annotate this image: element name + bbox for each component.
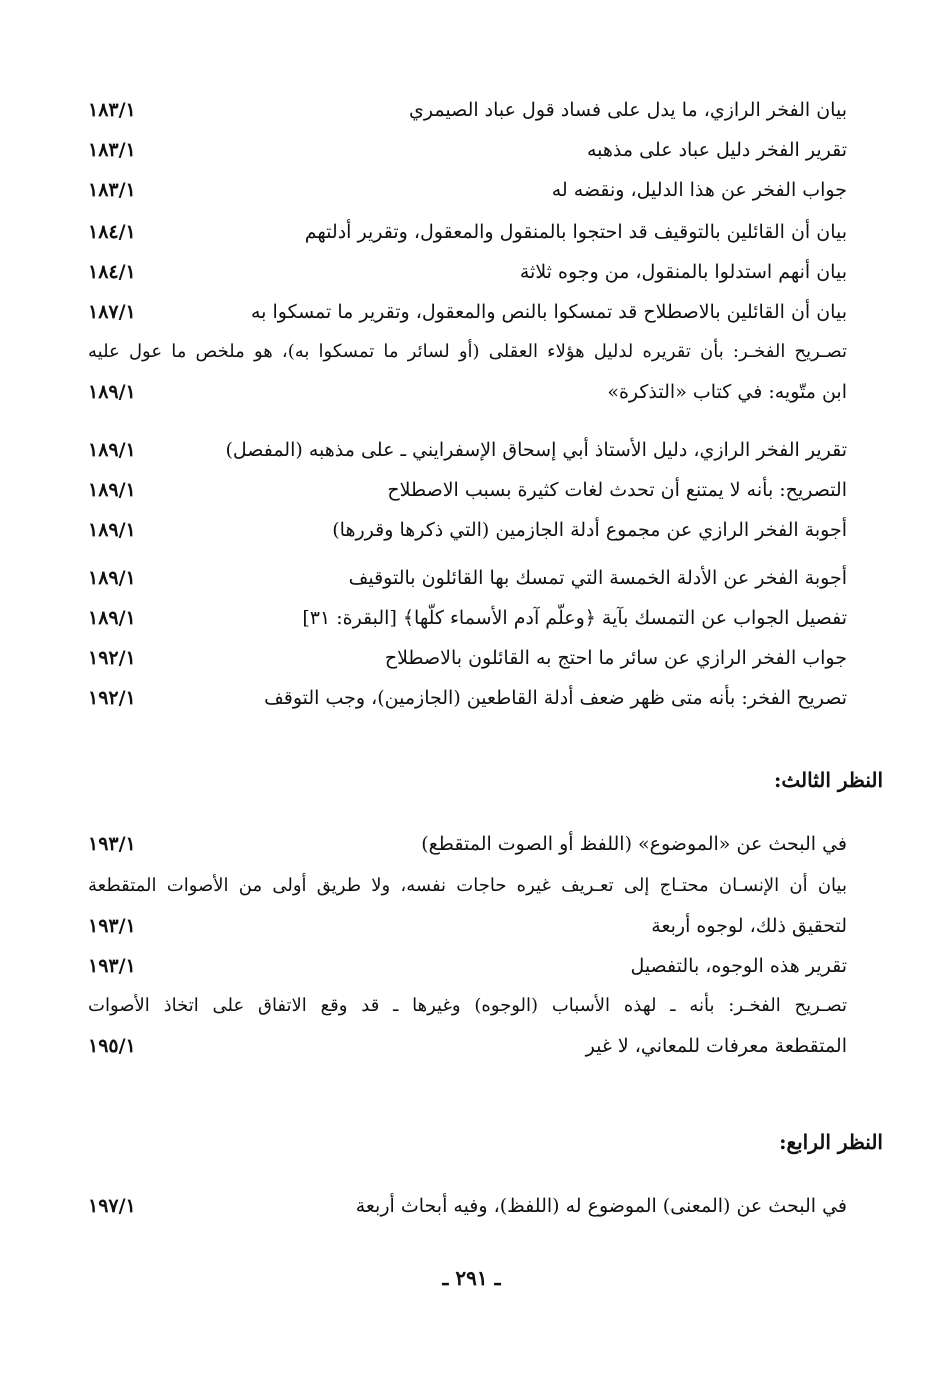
index-entry: [88, 130, 847, 170]
entry-page-ref: ١٨٣/١: [88, 179, 136, 201]
entry-page-ref: ١٨٤/١: [88, 221, 136, 243]
entry-text: بيان الفخر الرازي، ما يدل على فساد قول عباد الصيمري: [409, 99, 847, 121]
entry-page-ref: ١٨٩/١: [88, 479, 136, 501]
entry-page-ref: ١٨٩/١: [88, 439, 136, 461]
page-number: ـ ٢٩١ ـ: [442, 1266, 501, 1290]
entry-text-line2: ابن متّويه: في كتاب «التذكرة»: [607, 381, 847, 403]
entry-page-ref: ١٨٤/١: [88, 261, 136, 283]
entry-text: تقرير الفخر الرازي، دليل الأستاذ أبي إسحاق الإسفرايني ـ على مذهبه (المفصل): [225, 439, 847, 461]
entry-text-line2: لتحقيق ذلك، لوجوه أربعة: [651, 915, 847, 937]
entry-text: في البحث عن (المعنى) الموضوع له (اللفظ)، وفيه أبحاث أربعة: [355, 1195, 847, 1217]
entry-text-line1: تصـريح الفخـر: بأن تقريره لدليل هؤلاء العقلى (أو لسائر ما تمسكوا به)، هو ملخص ما عول عليه: [88, 341, 847, 362]
entry-text-line1: بيان أن الإنسـان محتـاج إلى تعـريف غيره حاجات نفسه، ولا طريق أولى من الأصوات المتقطعة: [88, 875, 847, 896]
entry-text: أجوبة الفخر الرازي عن مجموع أدلة الجازمين (التي ذكرها وقررها): [332, 519, 847, 541]
entry-text: بيان أنهم استدلوا بالمنقول، من وجوه ثلاثة: [519, 261, 847, 283]
section-heading: النظر الرابع:: [779, 1130, 883, 1154]
entry-page-ref: ١٩٣/١: [88, 915, 136, 937]
entry-text: تفصيل الجواب عن التمسك بآية ﴿وعلّم آدم الأسماء كلّها﴾ [البقرة: ٣١]: [302, 607, 847, 629]
entry-page-ref: ١٨٩/١: [88, 381, 136, 403]
entry-text: التصريح: بأنه لا يمتنع أن تحدث لغات كثيرة بسبب الاصطلاح: [387, 479, 847, 501]
index-entry: [88, 598, 847, 638]
entry-text: أجوبة الفخر عن الأدلة الخمسة التي تمسك بها القائلون بالتوقيف: [348, 567, 847, 589]
entry-text: تقرير هذه الوجوه، بالتفصيل: [630, 955, 847, 977]
index-entry: [88, 430, 847, 470]
index-entry: [88, 1186, 847, 1226]
index-entry: [88, 90, 847, 130]
index-entry: [88, 678, 847, 718]
entry-text: في البحث عن «الموضوع» (اللفظ أو الصوت المتقطع): [421, 833, 847, 855]
index-entry: [88, 170, 847, 210]
entry-page-ref: ١٨٩/١: [88, 567, 136, 589]
index-entry: [88, 510, 847, 550]
entry-page-ref: ١٨٩/١: [88, 519, 136, 541]
entry-page-ref: ١٩٢/١: [88, 687, 136, 709]
index-entry: [88, 292, 847, 332]
entry-page-ref: ١٩٢/١: [88, 647, 136, 669]
entry-page-ref: ١٨٩/١: [88, 607, 136, 629]
entry-text: جواب الفخر عن هذا الدليل، ونقضه له: [551, 179, 847, 201]
index-entry: [88, 470, 847, 510]
index-entry: [88, 638, 847, 678]
index-entry: [88, 372, 847, 412]
index-entry: [88, 558, 847, 598]
index-entry: [88, 212, 847, 252]
entry-page-ref: ١٨٣/١: [88, 99, 136, 121]
entry-text: تقرير الفخر دليل عباد على مذهبه: [586, 139, 847, 161]
entry-page-ref: ١٩٣/١: [88, 833, 136, 855]
index-entry: [88, 1026, 847, 1066]
index-entry: [88, 906, 847, 946]
entry-page-ref: ١٩٣/١: [88, 955, 136, 977]
entry-text: بيان أن القائلين بالتوقيف قد احتجوا بالمنقول والمعقول، وتقرير أدلتهم: [304, 221, 847, 243]
entry-text-line2: المتقطعة معرفات للمعاني، لا غير: [585, 1035, 847, 1057]
entry-page-ref: ١٩٥/١: [88, 1035, 136, 1057]
entry-text: جواب الفخر الرازي عن سائر ما احتج به القائلون بالاصطلاح: [384, 647, 847, 669]
section-heading: النظر الثالث:: [774, 768, 883, 792]
entry-text: تصريح الفخر: بأنه متى ظهر ضعف أدلة القاطعين (الجازمين)، وجب التوقف: [264, 687, 847, 709]
entry-text: بيان أن القائلين بالاصطلاح قد تمسكوا بالنص والمعقول، وتقرير ما تمسكوا به: [251, 301, 847, 323]
index-entry: [88, 824, 847, 864]
entry-text-line1: تصـريح الفخـر: بأنه ـ لهذه الأسباب (الوجوه) وغيرها ـ قد وقع الاتفاق على اتخاذ الأصوات: [88, 995, 847, 1016]
index-entry: [88, 946, 847, 986]
entry-page-ref: ١٨٣/١: [88, 139, 136, 161]
entry-page-ref: ١٨٧/١: [88, 301, 136, 323]
index-entry: [88, 252, 847, 292]
entry-page-ref: ١٩٧/١: [88, 1195, 136, 1217]
